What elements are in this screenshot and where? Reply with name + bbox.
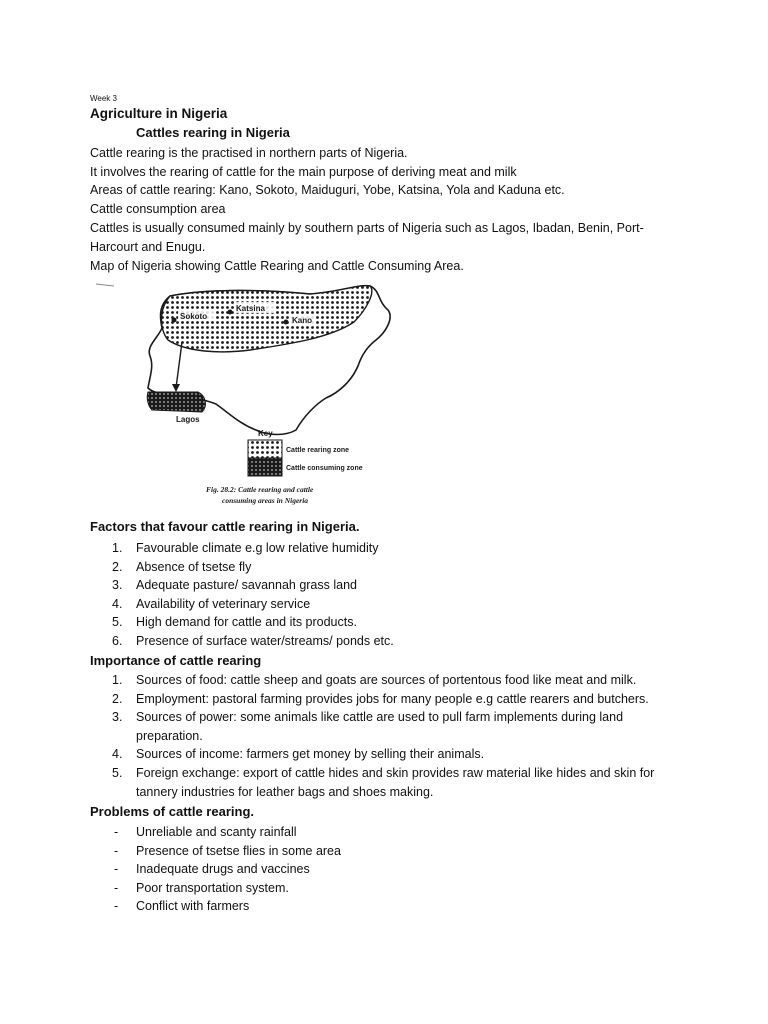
katsina-label: Katsina — [236, 304, 265, 313]
list-text: Presence of tsetse flies in some area — [136, 843, 341, 858]
list-number: 2. — [112, 691, 123, 706]
list-dash: - — [114, 825, 119, 839]
list-item — [90, 860, 680, 879]
kano-label: Kano — [292, 316, 312, 325]
list-number: 5. — [112, 615, 123, 630]
list-number: 2. — [112, 559, 123, 574]
list-text: Sources of food: cattle sheep and goats are sources of portentous food like meat and milk. — [136, 673, 637, 687]
list-text: Inadequate drugs and vaccines — [136, 862, 310, 877]
factors-heading: Factors that favour cattle rearing in Nigeria. — [90, 519, 360, 534]
problems-list — [90, 823, 680, 916]
list-text: Conflict with farmers — [136, 899, 250, 914]
section-subtitle: Cattles rearing in Nigeria — [136, 125, 290, 140]
figure-caption-line2: consuming areas in Nigeria — [222, 496, 309, 505]
list-dash: - — [114, 880, 119, 895]
list-item — [90, 613, 680, 632]
list-item — [90, 879, 680, 898]
list-number: 6. — [112, 633, 123, 648]
lagos-label: Lagos — [176, 415, 200, 424]
list-item — [90, 595, 680, 614]
list-item — [90, 671, 680, 690]
list-text: High demand for cattle and its products. — [136, 615, 357, 630]
list-item — [90, 842, 680, 861]
paragraph-6: Map of Nigeria showing Cattle Rearing and Cattle Consuming Area. — [90, 259, 464, 273]
list-text: Sources of income: farmers get money by selling their animals. — [136, 747, 485, 762]
key-rearing-swatch — [248, 440, 282, 458]
list-number: 3. — [112, 710, 123, 725]
importance-list — [90, 671, 680, 801]
list-number: 1. — [112, 541, 123, 555]
list-item — [90, 764, 680, 801]
scan-mark — [96, 284, 114, 286]
sokoto-marker — [172, 318, 177, 323]
list-item — [90, 708, 680, 745]
list-item — [90, 576, 680, 595]
list-text: Favourable climate e.g low relative humidity — [136, 541, 379, 555]
list-text: Absence of tsetse fly — [136, 559, 252, 574]
list-text: Sources of power: some animals like cattle are used to pull farm implements during land preparation. — [136, 710, 624, 743]
list-text: Presence of surface water/streams/ ponds etc. — [136, 633, 394, 648]
week-label: Week 3 — [90, 94, 117, 103]
paragraph-2: It involves the rearing of cattle for the main purpose of deriving meat and milk — [90, 165, 517, 179]
list-number: 3. — [112, 578, 123, 593]
importance-heading: Importance of cattle rearing — [90, 653, 262, 668]
figure-caption-line1: Fig. 28.2: Cattle rearing and cattle — [206, 485, 314, 494]
kano-marker — [284, 320, 289, 325]
list-text: Availability of veterinary service — [136, 596, 311, 611]
list-text: Foreign exchange: export of cattle hides and skin provides raw material like hides and skin for tannery industries for leather bags and shoes making. — [136, 765, 655, 799]
list-text: Unreliable and scanty rainfall — [136, 825, 297, 839]
list-number: 4. — [112, 596, 123, 611]
list-dash: - — [114, 843, 119, 858]
factors-list — [90, 539, 680, 651]
problems-heading: Problems of cattle rearing. — [90, 804, 254, 819]
list-text: Adequate pasture/ savannah grass land — [136, 578, 357, 593]
paragraph-1: Cattle rearing is the practised in northern parts of Nigeria. — [90, 146, 408, 160]
list-item — [90, 539, 680, 558]
list-text: Employment: pastoral farming provides jobs for many people e.g cattle rearers and butchers. — [136, 691, 649, 706]
key-consuming-swatch — [248, 458, 282, 476]
key-rearing-label: Cattle rearing zone — [286, 447, 350, 454]
key-consuming-label: Cattle consuming zone — [286, 465, 363, 472]
list-item — [90, 897, 680, 916]
list-item — [90, 745, 680, 764]
key-label: Key — [258, 429, 273, 438]
list-number: 5. — [112, 765, 123, 780]
list-item — [90, 690, 680, 709]
lagos-consuming-zone — [147, 392, 205, 412]
list-item — [90, 632, 680, 651]
sokoto-label: Sokoto — [180, 312, 208, 321]
list-item — [90, 823, 680, 842]
nigeria-cattle-map — [90, 280, 426, 512]
paragraph-5: Cattles is usually consumed mainly by southern parts of Nigeria such as Lagos, Ibadan, Benin, Port-Harcourt and Enugu. — [90, 221, 644, 254]
paragraph-3: Areas of cattle rearing: Kano, Sokoto, Maiduguri, Yobe, Katsina, Yola and Kaduna etc. — [90, 183, 565, 197]
page-title: Agriculture in Nigeria — [90, 106, 228, 121]
katsina-marker — [228, 310, 233, 315]
list-number: 4. — [112, 747, 123, 762]
list-item — [90, 558, 680, 577]
list-number: 1. — [112, 673, 123, 687]
paragraph-4: Cattle consumption area — [90, 202, 226, 216]
list-dash: - — [114, 899, 119, 914]
list-dash: - — [114, 862, 119, 877]
list-text: Poor transportation system. — [136, 880, 289, 895]
